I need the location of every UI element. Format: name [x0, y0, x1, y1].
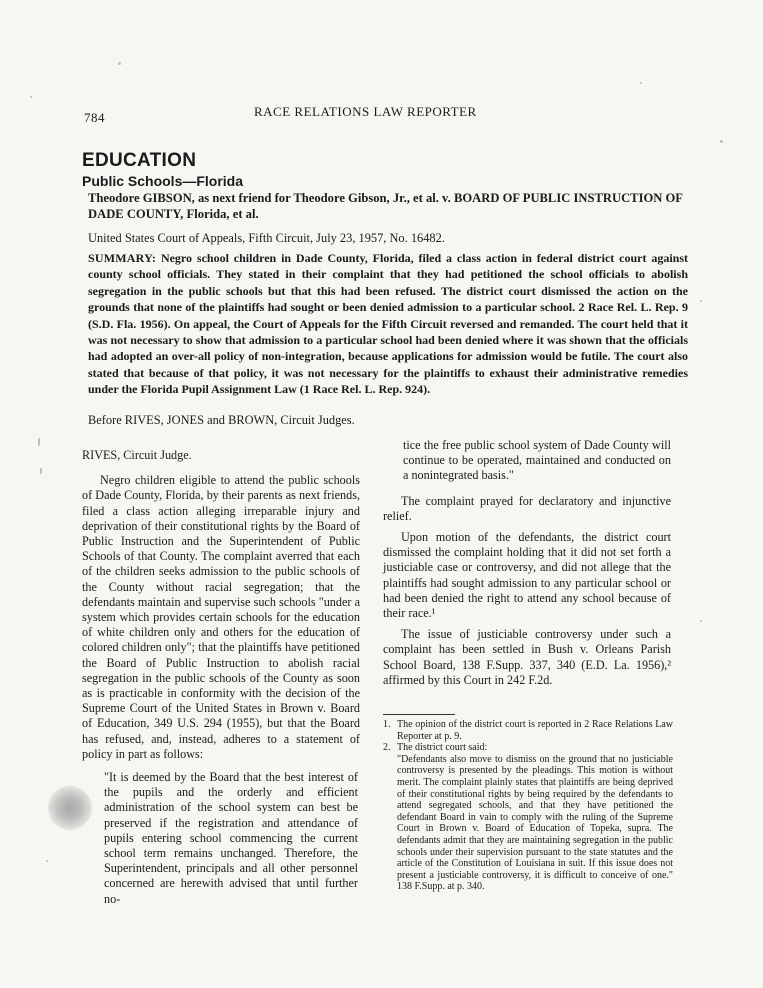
policy-quote: "It is deemed by the Board that the best interest of the pupils and the orderly and efficient administration of the school system can best be preserved if the registration and attendance of pupils entering school commencing the current school term remains unchanged. Therefore, the Superintendent, principals and all other personnel concerned are herewith advised that until further no-	[104, 770, 358, 906]
policy-quote-continued: tice the free public school system of Dade County will continue to be operated, maintained and conducted on a nonintegrated basis."	[403, 438, 671, 483]
footnote-text: The district court said:	[397, 742, 488, 754]
journal-title: RACE RELATIONS LAW REPORTER	[254, 104, 477, 119]
library-stamp-mark	[48, 786, 92, 830]
page-number: 784	[84, 110, 105, 125]
scan-speck	[700, 300, 702, 302]
summary-text: Negro school children in Dade County, Florida, filed a class action in federal district court against county school officials. They stated in their complaint that they had petitioned the school officials to abolish segregation in the public schools but that this had been refused. The district court dismissed the action on the grounds that none of the plaintiffs had sought or been denied admission to a particular school. 2 Race Rel. L. Rep. 9 (S.D. Fla. 1956). On appeal, the Court of Appeals for the Fifth Circuit reversed and remanded. The court held that it was not necessary to show that admission to a particular school had been denied where it was shown that the officials had adopted an over-all policy of non-integration, because applications for admission would be futile. The court also stated that because of that policy, it was not necessary for the plaintiffs to exhaust their administrative remedies under the Florida Pupil Assignment Law (1 Race Rel. L. Rep. 924).	[88, 251, 688, 397]
section-heading: EDUCATION	[82, 150, 197, 171]
footnote-number: 1.	[383, 719, 391, 730]
running-head	[84, 104, 684, 124]
scan-speck	[640, 82, 642, 84]
scan-speck	[46, 860, 48, 862]
bench-line: Before RIVES, JONES and BROWN, Circuit Judges.	[88, 413, 355, 427]
scan-speck	[38, 438, 40, 446]
judge-line: RIVES, Circuit Judge.	[82, 448, 192, 462]
footnotes	[383, 714, 673, 893]
opinion-paragraph: Upon motion of the defendants, the district court dismissed the complaint holding that it did not set forth a justiciable case or controversy, and did not allege that the plaintiffs had sought admission to any particular school or had been denied the right to attend any school because of their race.¹	[383, 530, 671, 621]
opinion-paragraph: The issue of justiciable controversy under such a complaint has been settled in Bush v. Orleans Parish School Board, 138 F.Supp. 337, 340 (E.D. La. 1956),² affirmed by this Court in 242 F.2d.	[383, 627, 671, 687]
opinion-left-column	[82, 448, 360, 907]
scan-speck	[30, 96, 32, 98]
court-line: United States Court of Appeals, Fifth Circuit, July 23, 1957, No. 16482.	[88, 231, 445, 245]
footnote-2	[383, 742, 673, 754]
scan-speck	[40, 468, 42, 474]
opinion-paragraph: Negro children eligible to attend the public schools of Dade County, Florida, by their parents as next friends, filed a class action alleging irreparable injury and deprivation of their constitutional rights by the Board of Public Instruction and the Superintendent of Public Schools of that County. The complaint averred that each of the children seeks admission to the public schools of the County without racial segregation; that the defendants maintain and supervise such schools "under a system which provides certain schools for the education of white children only and others for the education of colored children only"; that the plaintiffs have petitioned the Board of Public Instruction to abolish racial segregation in the public schools of the County as soon as is practicable in conformity with the decision of the Supreme Court of the United States in Brown v. Board of Education, 349 U.S. 294 (1955), but that the Board has refused, and, instead, adheres to a statement of policy in part as follows:	[82, 473, 360, 761]
subsection-heading: Public Schools—Florida	[82, 173, 244, 189]
scan-speck	[720, 140, 723, 143]
footnote-rule	[383, 714, 455, 715]
case-summary	[88, 250, 688, 398]
opinion-right-column	[383, 438, 671, 688]
footnote-quote: "Defendants also move to dismiss on the ground that no justiciable controversy is presented by the pleadings. This motion is without merit. The complaint plainly states that plaintiffs are being deprived of their constitutional rights by being required by the defendants to attend segregated schools, and that they have petitioned the defendant Board in vain to comply with the ruling of the Supreme Court in Brown v. Board of Education of Topeka, supra. The defendants admit that they are maintaining segregation in the public schools under their supervision pursuant to the state statutes and the article of the Constitution of Louisiana in suit. If this issue does not present a justiciable controversy, it is difficult to conceive of one." 138 F.Supp. at p. 340.	[397, 753, 673, 893]
summary-label: SUMMARY:	[88, 251, 157, 265]
scan-speck	[700, 620, 702, 622]
scan-speck	[118, 62, 121, 65]
footnote-text: The opinion of the district court is reported in 2 Race Relations Law Reporter at p. 9.	[397, 719, 673, 742]
case-caption: Theodore GIBSON, as next friend for Theodore Gibson, Jr., et al. v. BOARD OF PUBLIC INSTRUCTION OF DADE COUNTY, Florida, et al.	[88, 191, 683, 221]
footnote-1	[383, 719, 673, 742]
footnote-number: 2.	[383, 742, 391, 754]
opinion-paragraph: The complaint prayed for declaratory and injunctive relief.	[383, 493, 671, 523]
